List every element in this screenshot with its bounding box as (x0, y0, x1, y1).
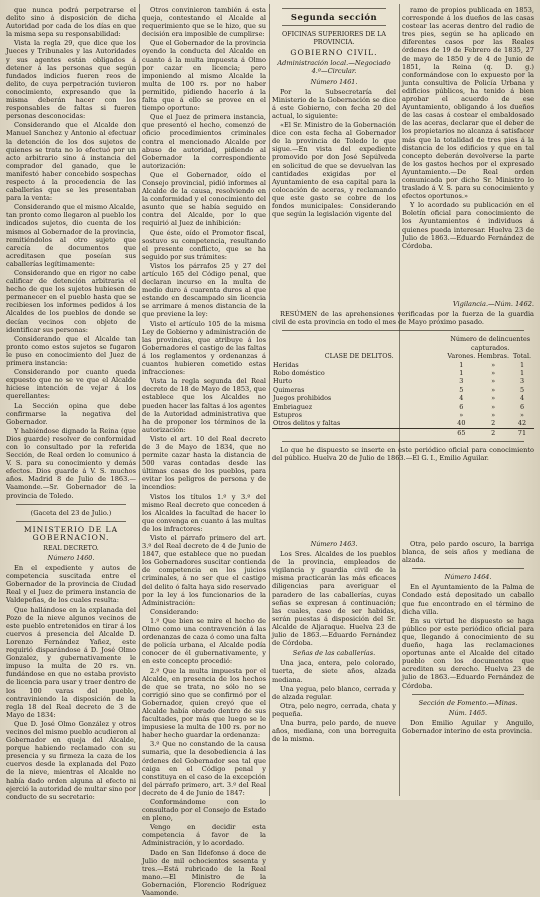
paragraph: Considerando por cuanto queda expuesto que no se ve que el Alcalde hiciese intención de vejar á los querellantes: (6, 368, 136, 401)
row-label: Robo doméstico (273, 368, 325, 377)
gaceta-reference: (Gaceta del 23 de Julio.) (30, 508, 112, 517)
paragraph: Que D. José Olmo González y otros vecinos del mismo pueblo acudieron al Gobernador en queja del Alcalde, porque habiendo reclamado con su presencia y su firmeza la caza de los cuervos desde la explanada del Pozo de la nieve, mientras el Alcalde no había dado orden alguna al efecto ni ejerció la autoridad de multar sino por conducto de su secretario: (6, 719, 136, 801)
column-1-decree-paragraphs (6, 564, 136, 801)
paragraph: Visto el art. 10 del Real decreto de 3 de Mayo de 1834, que no permite cazar hasta la distancia de 500 varas contadas desde las últimas casas de los pueblos, para evitar los peligros de persona y de incendios: (142, 434, 266, 492)
cell-varones: 40 (457, 419, 466, 428)
divider (282, 330, 524, 331)
cell-hembras: » (491, 360, 496, 369)
cell-total: 3 (519, 377, 525, 386)
table-row (272, 403, 534, 411)
table-header-row (272, 352, 534, 360)
cell-varones: 5 (459, 385, 464, 394)
cell-varones: 1 (459, 368, 464, 377)
fomento-number: Núm. 1465. (448, 708, 488, 717)
paragraph: 3.º Que no constando de la causa sumaria, que la desobediencia á las órdenes del Gobernador sea tal que caiga en el Código penal y constituya en el caso de la excepción del párrafo primero, art. 3.º del Real decreto de 4 de Junio de 1847: (142, 740, 266, 797)
admin-heading: Administración local.—Negociado 4.º—Circular. (277, 59, 391, 76)
divider (282, 8, 386, 9)
sena-continued: Otra, pelo pardo oscuro, la barriga blanca, de seis años y mediana de alzada. (402, 540, 534, 565)
paragraph: En el expediente y autos de competencia suscitada entre el Gobernador de la provincia de Ciudad Real y el Juez de primera instancia de Valdepeñas, de los cuales resulta: (6, 564, 136, 605)
row-label: Juegos prohibidos (273, 394, 332, 403)
vigilancia-header: Vigilancia.—Núm. 1462. (452, 300, 534, 308)
notice-paragraphs (402, 583, 534, 689)
table-row (272, 386, 534, 394)
divider (282, 441, 524, 442)
cell-varones: 1 (459, 360, 464, 369)
paragraph: Que el Gobernador de la provincia oyendo la conducta del Alcalde en cuanto á la multa impuesta á Olmo por cazar en licencia; pero imponiendo al mismo Alcalde la multa de 100 rs. por no haber permitido, pidiendo hacerlo á la falta que á ello se provee en el tiempo oportuno: (142, 39, 266, 113)
decree-title: REAL DECRETO. (43, 543, 99, 552)
paragraph: «El Sr. Ministro de la Gobernación dice con esta fecha al Gobernador de la provincia de Toledo lo que sigue.—En vista del expediente promovido por don José Sepúlveda en solicitud de que se devuelvan las cantidades exigidas por el Ayuntamiento de esa capital para la colocación de aceras, y reclamando que este gasto se cobre de los fondos municipales: Considerando que según la legislación vigente del (272, 121, 396, 219)
paragraph: Vista la regla 29, que dice que los Jueces y Tribunales y las Autoridades y sus agentes están obligados á detener á las personas que según fundados indicios fueren reos de delito, de cuya perpetración tuvieron conocimiento, expresando que la misma deberán hacer con los responsables de faltas si fueren personas desconocidas: (6, 39, 136, 121)
table-row (272, 369, 534, 377)
cell-total: 6 (519, 402, 525, 411)
paragraph: Dado en San Ildefonso á doce de Julio de mil ochocientos sesenta y tres.—Está rubricado de la Real mano.—El Ministro de la Gobernación, Florencio Rodríguez Vaamonde. (142, 848, 266, 897)
paragraph: Vengo en decidir esta competencia á favor de la Administración, y lo acordado. (142, 823, 266, 848)
paragraph: Considerando que el Alcalde tan pronto como estos sujetos se fugaron le puso en conocimiento del Juez de primera instancia: (6, 334, 136, 368)
decree-number: Número 1460. (47, 554, 95, 562)
cell-total: 5 (519, 385, 525, 394)
row-label: Heridas (273, 360, 299, 369)
senas-title: Señas de las caballerías. (292, 649, 376, 658)
cell-varones: 3 (459, 377, 464, 386)
cell-hembras: » (491, 385, 496, 394)
table-row (272, 361, 534, 369)
cell-total: 1 (519, 360, 525, 369)
cell-varones: 6 (459, 402, 464, 411)
table-row (272, 419, 534, 428)
paragraph: En su virtud he dispuesto se haga público por este periódico oficial para que, llegando á conocimiento de su dueño, haga las reclamaciones oportunas ante el Alcalde del citado pueblo con los documentos que acrediten su derecho. Huelva 23 de julio de 1863.—Eduardo Fernández de Córdoba. (402, 616, 534, 690)
divider (16, 521, 126, 522)
vigilancia-block (272, 298, 534, 528)
paragraph: Por la Subsecretaría del Ministerio de la Gobernación se dice á este Gobierno, con fecha 20 del actual, lo siguiente: (272, 87, 396, 120)
paragraph: Una burra, pelo pardo, de nueve años, mediana, con una borreguita de la misma. (272, 718, 396, 744)
paragraph: Vista la regla segunda del Real decreto de 18 de Mayo de 1853, que establece que los Alcaldes no pueden hacer las faltas á los agentes de la Autoridad administrativa que ha de proponer los términos de la autorización: (142, 377, 266, 434)
column-2 (142, 6, 266, 897)
column-3-upper (272, 6, 396, 278)
table-row (272, 411, 534, 419)
table-row (272, 377, 534, 385)
row-label: Otros delitos y faltas (273, 419, 341, 428)
office-title: OFICINAS SUPERIORES DE LA PROVINCIA. (281, 30, 387, 47)
paragraph: Considerando que el Alcalde don Manuel Sanchez y Antonio al efectuar la detención de los dos sujetos de quienes se trata no lo efectuó por un acto arbitrario sino á instancia del comprador del ganado, que le manifestó haber concebido sospechas respecto á la procedencia de las caballerías que se les presentaban para la venta: (6, 121, 136, 203)
column-1 (6, 6, 136, 801)
divider (412, 568, 524, 569)
paragraph: Que éste, oído el Promotor fiscal, sostuvo su competencia, resultando el presente conflicto, que se ha seguido por sus trámites: (142, 228, 266, 261)
paragraph: Otra, pelo negro, cerrada, chata y pequeña. (272, 701, 396, 718)
cell-total: 4 (519, 394, 525, 403)
row-label: Quimeras (273, 385, 305, 394)
column-1-paragraphs (6, 6, 136, 500)
column-header-varones: Varones. (447, 352, 476, 361)
column-2-paragraphs (142, 6, 266, 897)
ministry-title: MINISTERIO DE LA GOBERNACION. (23, 524, 119, 542)
column-4-lower (402, 540, 534, 794)
circular-number: Número 1461. (310, 77, 358, 86)
cell-total: 1 (519, 368, 525, 377)
cell-hembras: » (491, 410, 496, 419)
row-label: Hurto (273, 377, 293, 386)
row-label: Estupros (273, 410, 302, 419)
divider (412, 694, 524, 695)
table-row (272, 394, 534, 402)
fomento-title: Sección de Fomento.—Minas. (418, 698, 518, 707)
paragraph: Una jaca, entera, pelo colorado, tuerta, de siete años, alzada mediana. (272, 659, 396, 684)
paragraph: Los Sres. Alcaldes de los pueblos de la provincia, empleados de vigilancia y guardia civil de la misma practicarán las más eficaces diligencias para averiguar el paradero de las caballerías, cuyas señas se expresan á continuación; las cuales, caso de ser habidas, serán puestas á disposición del Sr. Alcalde de Aljaraque. Huelva 23 de julio de 1863.—Eduardo Fernández de Córdoba. (272, 550, 396, 648)
cell-hembras: 2 (491, 419, 496, 428)
column-rule (139, 4, 140, 796)
cell-hembras: » (491, 402, 496, 411)
row-label: Embriaguez (273, 402, 313, 411)
cell-hembras: » (491, 377, 496, 386)
paragraph: 1.º Que bien se mire el hecho de Olmo como una contravención á las ordenanzas de caza ó como una falta de policía urbana, el Alcalde podía conocer de él gubernativamente, y en este concepto procedió: (142, 616, 266, 666)
divider (282, 25, 386, 26)
paragraph: que nunca podrá perpetrarse el delito sino á disposición de dicha Autoridad por cada de los días en que la misma sepa su responsabilidad: (6, 6, 136, 39)
paragraph: Considerando que el mismo Alcalde, tan pronto como llegaron al pueblo los indicados sujetos, dio cuenta de los mismos al Gobernador de la provincia, remitiéndolos al otro sujeto que carecía de documentos que acreditasen que poseían sus caballerías legítimamente: (6, 203, 136, 268)
column-4-paragraphs (402, 6, 534, 250)
cell-varones: 4 (459, 394, 464, 403)
cell-hembras: » (491, 394, 496, 403)
cell-varones: » (459, 410, 464, 419)
total-total: 71 (510, 428, 534, 437)
paragraph: En el Ayuntamiento de la Palma de Condado está depositado un caballo que fue encontrado en el término de dicha villa. (402, 583, 534, 616)
total-hembras: 2 (476, 428, 510, 437)
table-body (272, 361, 534, 429)
paragraph: Considerando que en rigor no cabe calificar de detención arbitraria el hecho de que los sujetos hubiesen de permanecer en el pueblo hasta que se recibiesen los informes pedidos á los Alcaldes de los pueblos de donde se decían vecinos con objeto de identificar sus personas: (6, 269, 136, 334)
column-3-lower (272, 540, 396, 794)
fomento-paragraph: Don Emilio Aguilar y Anguilo, Gobernador interino de esta provincia. (402, 718, 534, 735)
table-caption-row (272, 335, 534, 352)
table-total-row (272, 428, 534, 437)
paragraph: Una yegua, pelo blanco, cerrada y de alzada regular. (272, 684, 396, 701)
divider (16, 504, 126, 505)
vigilancia-title: RESÚMEN de las aprehensiones verificadas por la fuerza de la guardia civil de esta provincia en todo el mes de Mayo próximo pasado. (272, 310, 534, 327)
notice-number: Número 1463. (310, 540, 358, 548)
column-rule (269, 4, 270, 796)
paragraph: Otros convinieron también á esta queja, contestando el Alcalde al requerimiento que se le hizo, que su decisión era imposible de cumplirse: (142, 6, 266, 39)
apprehension-table (272, 335, 534, 437)
table-caption: Número de delincuentes capturados. (450, 335, 531, 352)
paragraph: Conformándome con lo consultado por el Consejo de Estado en pleno, (142, 798, 266, 823)
paragraph: La Sección opina que debe confirmarse la negativa del Gobernador. (6, 401, 136, 426)
paragraph: 2.º Que la multa impuesta por el Alcalde, en presencia de los hechos de que se trata, no sólo no se corrigió sino que se confirmó por el Gobernador, quien creyó que el Alcalde había obrado dentro de sus facultades, por más que luego se le impusiese la multa de 100 rs. por no haber hecho guardar la ordenanza: (142, 666, 266, 740)
paragraph: Que hallándose en la explanada del Pozo de la nieve algunos vecinos de este pueblo entretenidos en tirar á los cuervos á presencia del Alcalde D. Lorenzo Fernández Yañez, este requirió disparándose á D. José Olmo Gonzalez, y gubernativamente le impuso la multa de 20 rs. vn. fundándose en que no estaba provisto de licencia para usar y traer dentro de los 100 varas del pueblo, contraviniendo la disposición de la regla 18 del Real decreto de 3 de Mayo de 1834: (6, 605, 136, 719)
cell-hembras: » (491, 368, 496, 377)
column-4-upper (402, 6, 534, 278)
column-header-delitos: CLASE DE DELITOS. (324, 352, 394, 361)
senas-list (272, 659, 396, 743)
paragraph: Visto el artículo 105 de la misma Ley de Gobierno y administración de las provincias, que atribuye á los Gobernadores el castigo de las faltas á los reglamentos y ordenanzas á cuantos hubieren cometido estas infracciones: (142, 319, 266, 377)
notice-number: Número 1464. (444, 573, 492, 582)
paragraph: Visto el párrafo primero del art. 3.º del Real decreto de 4 de Junio de 1847, que establece que no puedan los Gobernadores suscitar contienda de competencia en los juicios criminales, á no ser que el castigo del delito ó falta haya sido reservado por la ley á los funcionarios de la Administración: (142, 534, 266, 607)
column-3-paragraphs (272, 88, 396, 219)
cell-total: » (520, 410, 524, 419)
paragraph: Que el Juez de primera instancia, que presentó el hecho, comenzó de oficio procedimientos criminales contra el mencionado Alcalde por abuso de autoridad, pidiendo al Gobernador la correspondiente autorización: (142, 113, 266, 170)
paragraph: Vistos los párrafos 25 y 27 del artículo 165 del Código penal, que declaran incurso en la multa de medio duro á cuarenta duros al que estando en descampado sin licencia se arrimare á menos distancia de la que previene la ley: (142, 261, 266, 319)
column-header-total: Total. (512, 352, 532, 361)
government-title: GOBIERNO CIVIL. (290, 48, 378, 58)
column-header-hembras: Hembras. (477, 352, 509, 361)
vigilancia-footer: Lo que he dispuesto se inserte en este periódico oficial para conocimiento del público. Huelva 20 de Julio de 1863.—El G. I., Emilio Aguilar. (272, 446, 534, 463)
section-title: Segunda sección (290, 12, 378, 22)
paragraph: Que el Gobernador, oído el Consejo provincial, pidió informes al Alcalde de la causa, resolviendo en la conformidad y el conocimiento del asunto que se había seguido en contra del Alcalde, por lo que requirió al Juez de inhibición: (142, 170, 266, 228)
paragraph: Y habiéndose dignado la Reina (que Dios guarde) resolver de conformidad con lo consultado por la referida Sección, de Real orden lo comunico á V. S. para su conocimiento y demás efectos. Dios guarde á V. S. muchos años. Madrid 8 de Julio de 1863.—Vaamonde.—Sr. Gobernador de la provincia de Toledo. (6, 426, 136, 500)
total-varones: 65 (446, 428, 476, 437)
paragraph: ramo de propios publicada en 1853, corresponde á los dueños de las casas costear las aceras dentro del radio de tres pies, según se ha aplicado en diferentes casos por las Reales órdenes de 19 de Febrero de 1835, 27 de mayo de 1850 y de 4 de Junio de 1851, la Reina (q. D. g.) conformándose con lo expuesto por la junta consultiva de Policía Urbana y edificios públicos, ha tenido á bien aprobar el acuerdo de ese Ayuntamiento, obligando á los dueños de las casas á costear el embaldosado de las aceras, declarar que el deber de los propietarios no alcanza á satisfacer más que la totalidad de tres pies á la distancia de los edificios y que en tal concepto deberán devolverse la parte de los gastos hechos por el expresado Ayuntamiento.—De Real orden comunicada por dicho Sr. Ministro lo traslado á V. S. para su conocimiento y efectos oportunos.» (402, 6, 534, 201)
paragraph: Considerando: (150, 607, 199, 616)
paragraph: Vistos los títulos 1.º y 3.º del mismo Real decreto que conceden á los Alcaldes la facultad de hacer lo que convenga en cuanto á las multas de los infractores: (142, 492, 266, 533)
notice-paragraphs (272, 550, 396, 647)
paragraph: Y lo acordado su publicación en el Boletín oficial para conocimiento de los Ayuntamientos é individuos á quienes pueda interesar. Huelva 23 de Julio de 1863.—Eduardo Fernández de Córdoba. (402, 201, 534, 250)
cell-total: 42 (517, 419, 527, 428)
